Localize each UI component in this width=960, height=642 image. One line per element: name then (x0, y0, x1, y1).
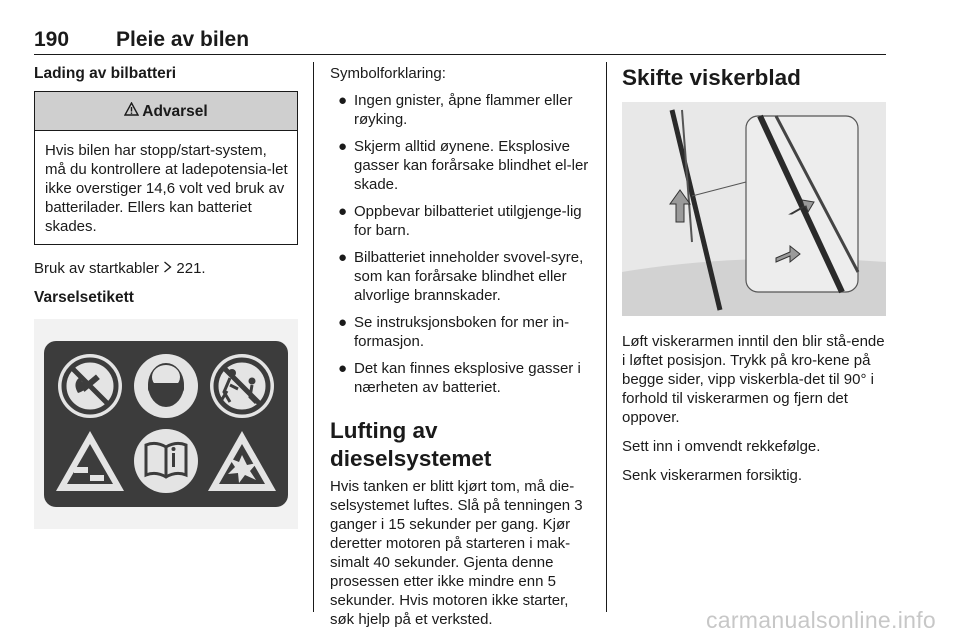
explosive-icon (208, 431, 276, 491)
column-divider-2 (606, 62, 607, 612)
list-item: ● Det kan finnes eksplosive gasser i nærheten av batteriet. (338, 360, 581, 396)
column-1 (34, 64, 298, 529)
startcable-text: Bruk av startkabler (34, 260, 160, 277)
list-item: ● Ingen gnister, åpne flammer eller røyking. (338, 92, 573, 128)
list-item: ● Skjerm alltid øynene. Eksplosive gasser kan forårsake blindhet el-ler skade. (338, 138, 589, 193)
startcable-page-ref[interactable]: 221. (176, 260, 206, 277)
diesel-paragraph: Hvis tanken er blitt kjørt tom, må die-selsystemet luftes. Slå på tenningen 3 ganger i 15 sekunder per gang. Kjør deretter motoren på starteren i mak-simalt 40 sekunder. Gjenta denne prosessen etter ikke mindre enn 5 sekunder. Hvis motoren ikke starter, søk hjelp på et verksted. (330, 478, 583, 628)
warning-triangle-icon (124, 102, 139, 121)
section-heading-wiper: Skifte viskerblad (622, 65, 801, 90)
keep-from-children-icon (210, 354, 274, 418)
no-flame-icon (58, 354, 122, 418)
wiper-paragraph-1: Løft viskerarmen inntil den blir stå-ende i løftet posisjon. Trykk på kro-kene på begge sider, vipp viskerbla-det til 90° i forhold til viskerarmen og fjern det oppover. (622, 333, 885, 426)
section-heading-diesel: Lufting av dieselsystemet (330, 418, 492, 471)
section-heading-warning-label: Varselsetikett (34, 289, 134, 306)
page-ref-arrow-icon (163, 260, 172, 276)
column-2 (330, 64, 594, 639)
footer-watermark: carmanualsonline.info (705, 607, 936, 633)
battery-warning-label-image (34, 319, 298, 529)
page-number: 190 (34, 28, 70, 51)
wiper-arm-illustration (622, 102, 886, 316)
warning-label-panel (44, 341, 288, 507)
warning-title: Advarsel (142, 102, 208, 120)
wiper-paragraph-3: Senk viskerarmen forsiktig. (622, 467, 803, 484)
acid-warning-icon (56, 431, 124, 491)
eye-protection-icon (134, 354, 198, 418)
symbol-list (330, 91, 594, 397)
warning-box (34, 91, 298, 245)
column-divider-1 (313, 62, 314, 612)
wiper-paragraph-2: Sett inn i omvendt rekkefølge. (622, 438, 821, 455)
list-item: ● Oppbevar bilbatteriet utilgjenge-lig for barn. (338, 203, 582, 239)
column-3 (622, 64, 886, 495)
page-header (34, 28, 886, 55)
section-heading-battery-charging: Lading av bilbatteri (34, 65, 177, 82)
warning-text: Hvis bilen har stopp/start-system, må du kontrollere at ladepotensia-let ikke overstiger 14,6 volt ved bruk av batterilader. Ellers kan batteriet skades. (45, 142, 288, 235)
chapter-title: Pleie av bilen (116, 28, 250, 51)
startcable-paragraph (34, 259, 298, 278)
symbol-intro: Symbolforklaring: (330, 65, 446, 82)
manual-book-icon (134, 429, 198, 493)
list-item: ● Se instruksjonsboken for mer in-formasjon. (338, 314, 570, 350)
warning-header (35, 92, 297, 131)
list-item: ● Bilbatteriet inneholder svovel-syre, som kan forårsake blindhet eller alvorlige brannskader. (338, 249, 584, 304)
